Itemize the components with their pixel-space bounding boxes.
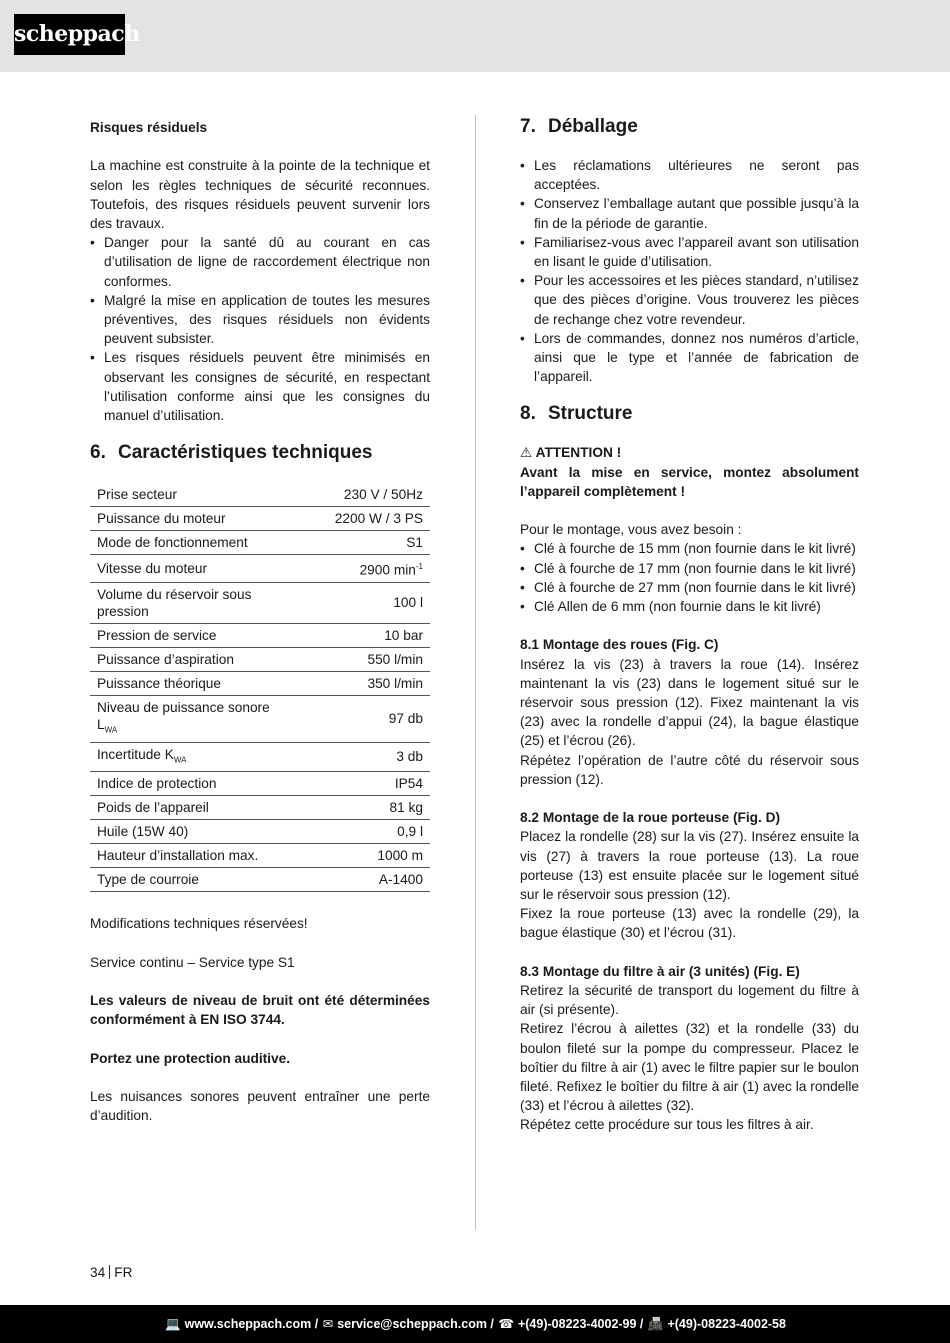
footer-separator xyxy=(109,1265,110,1279)
table-row xyxy=(90,844,430,868)
residual-risks-heading: Risques résiduels xyxy=(90,120,208,135)
fax-icon: 📠 xyxy=(647,1317,664,1331)
service-type-note: Service continu – Service type S1 xyxy=(90,954,295,970)
spec-value: 2200 W / 3 PS xyxy=(289,507,430,531)
spec-value xyxy=(289,555,430,583)
spec-value: 350 l/min xyxy=(289,671,430,695)
attention-label: ATTENTION ! xyxy=(535,445,622,461)
header-band xyxy=(0,0,950,72)
subsection-8-3-text-3: Répétez cette procédure sur tous les filtres à air. xyxy=(520,1117,814,1133)
list-item: • Les risques résiduels peuvent être minimisés en observant les consignes de sécurité, en respectant l’utilisation conforme ainsi que les consignes du manuel d’utilisation. xyxy=(90,348,430,425)
modifications-note: Modifications techniques réservées! xyxy=(90,916,308,932)
spec-label xyxy=(90,742,289,772)
spec-label-main: Niveau de puissance sonore L xyxy=(97,699,270,732)
spec-label: Huile (15W 40) xyxy=(90,820,289,844)
list-item: • Malgré la mise en application de toutes les mesures préventives, des risques résiduels non évidents peuvent subsister. xyxy=(90,291,430,349)
right-column xyxy=(520,115,859,1135)
spec-label: Puissance théorique xyxy=(90,671,289,695)
spec-label: Hauteur d’installation max. xyxy=(90,844,289,868)
spec-value: S1 xyxy=(289,531,430,555)
spec-value: IP54 xyxy=(289,772,430,796)
spec-label-sub: WA xyxy=(173,755,187,765)
unpacking-section-heading xyxy=(520,115,859,139)
table-row xyxy=(90,531,430,555)
table-row xyxy=(90,820,430,844)
language-code: FR xyxy=(114,1265,133,1280)
subsection-8-1-heading: 8.1 Montage des roues (Fig. C) xyxy=(520,637,719,653)
table-row xyxy=(90,742,430,772)
section-title: Déballage xyxy=(548,116,638,137)
spec-label: Prise secteur xyxy=(90,483,289,507)
spec-label: Type de courroie xyxy=(90,868,289,892)
table-row xyxy=(90,582,430,623)
spec-label: Volume du réservoir sous pression xyxy=(90,582,289,623)
spec-value: 1000 m xyxy=(289,844,430,868)
noise-note: Les valeurs de niveau de bruit ont été déterminées conformément à EN ISO 3744. xyxy=(90,993,430,1028)
section-title: Caractéristiques techniques xyxy=(118,442,373,464)
table-row xyxy=(90,623,430,647)
mail-icon: ✉ xyxy=(322,1317,334,1331)
attention-text: Avant la mise en service, montez absolument l’appareil complètement ! xyxy=(520,464,859,499)
table-row xyxy=(90,695,430,742)
specs-table xyxy=(90,483,430,892)
spec-label: Poids de l’appareil xyxy=(90,796,289,820)
brand-logo: scheppach xyxy=(14,14,125,55)
unpacking-list xyxy=(520,156,859,386)
tools-list xyxy=(520,539,859,616)
list-item: • Clé à fourche de 15 mm (non fournie dans le kit livré) xyxy=(520,539,859,558)
hearing-protection-note: Portez une protection auditive. xyxy=(90,1050,291,1066)
spec-value: 97 db xyxy=(289,695,430,742)
spec-label: Vitesse du moteur xyxy=(90,555,289,583)
spec-value: 550 l/min xyxy=(289,647,430,671)
spec-value: 0,9 l xyxy=(289,820,430,844)
residual-risks-intro: La machine est construite à la pointe de la technique et selon les règles techniques de sécurité reconnues. Toutefois, des risques résiduels peuvent survenir lors des travaux. xyxy=(90,158,430,231)
subsection-8-1-text-2: Répétez l’opération de l’autre côté du réservoir sous pression (12). xyxy=(520,752,859,787)
table-row xyxy=(90,772,430,796)
left-column xyxy=(90,118,430,1125)
subsection-8-1-text: Insérez la vis (23) à travers la roue (14). Insérez maintenant la vis (23) dans le logement situé sur le réservoir sous pression (12). Fixez maintenant la vis (23) avec la rondelle d’appui (24), la bague élastique (25) et l’écrou (26). xyxy=(520,656,859,749)
list-item: • Clé à fourche de 17 mm (non fournie dans le kit livré) xyxy=(520,559,859,578)
page-number: 34 xyxy=(90,1265,106,1280)
spec-value: 100 l xyxy=(289,582,430,623)
computer-icon: 💻 xyxy=(165,1317,181,1331)
section-number: 7. xyxy=(520,116,536,137)
list-item: • Pour les accessoires et les pièces standard, n’utilisez que des pièces d’origine. Vous trouverez les pièces de rechange chez votre revendeur. xyxy=(520,271,859,329)
spec-value: A-1400 xyxy=(289,868,430,892)
hearing-loss-note: Les nuisances sonores peuvent entraîner une perte d’audition. xyxy=(90,1089,430,1124)
spec-label-sub: WA xyxy=(104,725,118,735)
phone-icon: ☎ xyxy=(498,1317,514,1331)
contact-bar xyxy=(0,1305,950,1343)
list-item: • Les réclamations ultérieures ne seront pas acceptées. xyxy=(520,156,859,194)
list-item: • Clé à fourche de 27 mm (non fournie dans le kit livré) xyxy=(520,578,859,597)
spec-label: Pression de service xyxy=(90,623,289,647)
warning-icon: ⚠ xyxy=(520,445,533,461)
email-link[interactable]: service@scheppach.com / xyxy=(337,1317,494,1331)
spec-value-main: 2900 min xyxy=(359,562,416,578)
table-row xyxy=(90,647,430,671)
spec-value: 10 bar xyxy=(289,623,430,647)
table-row xyxy=(90,671,430,695)
list-item: • Danger pour la santé dû au courant en cas d’utilisation de ligne de raccordement électrique non conformes. xyxy=(90,233,430,291)
website-link[interactable]: www.scheppach.com / xyxy=(184,1317,319,1331)
list-item: • Familiarisez-vous avec l’appareil avant son utilisation en lisant le guide d’utilisation. xyxy=(520,233,859,271)
spec-label: Mode de fonctionnement xyxy=(90,531,289,555)
subsection-8-2-text: Placez la rondelle (28) sur la vis (27). Insérez ensuite la vis (27) à travers la roue porteuse (13). La roue porteuse (13) est ensuite placée sur le logement situé sur le réservoir sous pression (12). xyxy=(520,829,859,903)
table-row xyxy=(90,483,430,507)
page-footer-number xyxy=(90,1265,132,1280)
subsection-8-2-heading: 8.2 Montage de la roue porteuse (Fig. D) xyxy=(520,810,781,826)
spec-value-sup: -1 xyxy=(415,562,423,572)
residual-risks-list xyxy=(90,233,430,425)
subsection-8-3-text-2: Retirez l’écrou à ailettes (32) et la rondelle (33) du boulon fileté sur la pompe du compresseur. Placez le boîtier du filtre à air (1) avec le filtre papier sur le boulon fileté. Refixez le boîtier du filtre à air (1) avec la rondelle (33) et l’écrou à ailettes (32). xyxy=(520,1021,859,1114)
structure-section-heading xyxy=(520,402,859,426)
subsection-8-3-text: Retirez la sécurité de transport du logement du filtre à air (si présente). xyxy=(520,983,859,1018)
spec-label xyxy=(90,695,289,742)
specs-section-heading xyxy=(90,441,430,465)
spec-label: Puissance d’aspiration xyxy=(90,647,289,671)
spec-label: Indice de protection xyxy=(90,772,289,796)
table-row xyxy=(90,868,430,892)
subsection-8-3-heading: 8.3 Montage du filtre à air (3 unités) (Fig. E) xyxy=(520,963,800,979)
table-row xyxy=(90,796,430,820)
spec-value: 3 db xyxy=(289,742,430,772)
section-number: 8. xyxy=(520,403,536,425)
fax-number: +(49)-08223-4002-58 xyxy=(667,1317,786,1331)
tools-intro: Pour le montage, vous avez besoin : xyxy=(520,522,742,538)
attention-heading xyxy=(520,443,859,462)
subsection-8-2-text-2: Fixez la roue porteuse (13) avec la rondelle (29), la bague élastique (30) et l’écrou (31). xyxy=(520,906,859,941)
spec-value: 81 kg xyxy=(289,796,430,820)
table-row xyxy=(90,507,430,531)
column-divider xyxy=(475,115,476,1230)
section-title: Structure xyxy=(548,403,633,425)
section-number: 6. xyxy=(90,442,106,464)
phone-number: +(49)-08223-4002-99 / xyxy=(517,1317,644,1331)
spec-value: 230 V / 50Hz xyxy=(289,483,430,507)
table-row xyxy=(90,555,430,583)
spec-label-main: Incertitude K xyxy=(97,746,174,762)
list-item: • Conservez l’emballage autant que possible jusqu’à la fin de la période de garantie. xyxy=(520,194,859,232)
list-item: • Clé Allen de 6 mm (non fournie dans le kit livré) xyxy=(520,597,859,616)
list-item: • Lors de commandes, donnez nos numéros d’article, ainsi que le type et l’année de fabrication de l’appareil. xyxy=(520,329,859,387)
spec-label: Puissance du moteur xyxy=(90,507,289,531)
